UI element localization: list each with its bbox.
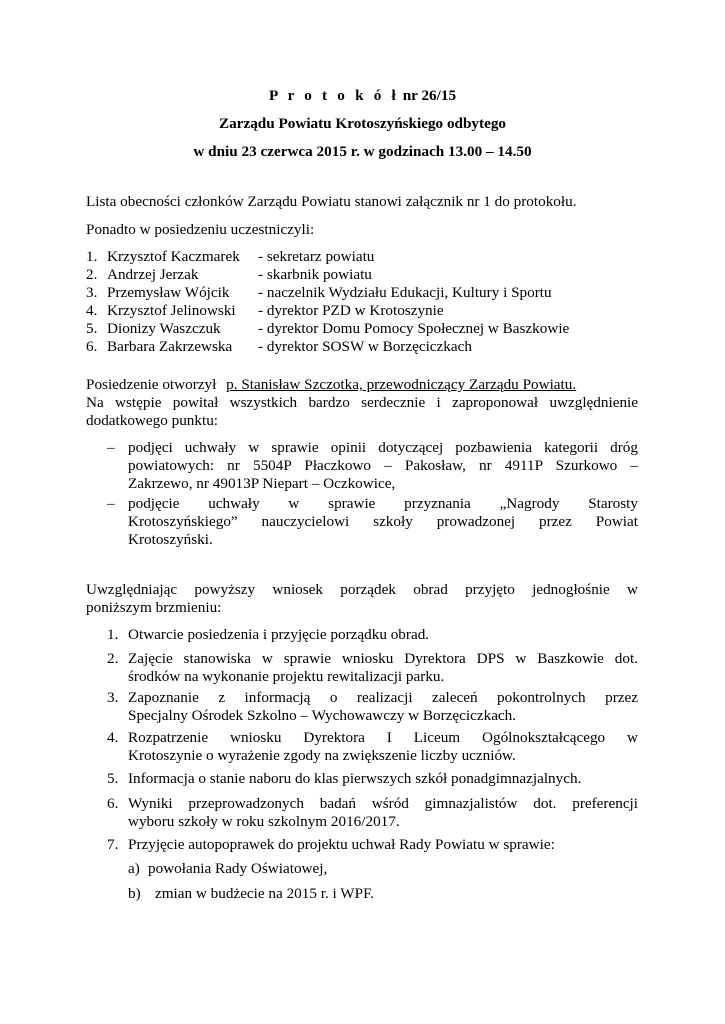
point-line: Krotoszyńskiego” nauczycielowi szkoły prowadzonej przez Powiat — [128, 513, 638, 530]
participant-num: 2. — [86, 266, 98, 283]
participant-role: - dyrektor SOSW w Borzęciczkach — [258, 338, 472, 355]
agenda-item: Przyjęcie autopoprawek do projektu uchwał Rady Powiatu w sprawie: — [128, 836, 555, 853]
point-line: powiatowych: nr 5504P Płaczkowo – Pakosław, nr 4911P Szurkowo – — [128, 457, 638, 474]
opening-prefix: Posiedzenie otworzył — [86, 376, 217, 393]
participants-intro: Ponadto w posiedzeniu uczestniczyli: — [86, 221, 315, 238]
subpoint-label: a) — [128, 860, 140, 877]
attendance-note: Lista obecności członków Zarządu Powiatu stanowi załącznik nr 1 do protokołu. — [86, 193, 577, 210]
participant-name: Przemysław Wójcik — [107, 284, 230, 301]
participant-num: 4. — [86, 302, 98, 319]
point-line: podjęcie uchwały w sprawie przyznania „Nagrody Starosty — [128, 495, 638, 512]
agenda-item: Wyniki przeprowadzonych badań wśród gimnazjalistów dot. preferencji — [128, 795, 638, 812]
subpoint-text: zmian w budżecie na 2015 r. i WPF. — [155, 885, 375, 902]
agenda-intro-line-1: Uwzględniając powyższy wniosek porządek obrad przyjęto jednogłośnie w — [86, 581, 638, 598]
participant-num: 5. — [86, 320, 98, 337]
opening-line-3: dodatkowego punktu: — [86, 412, 219, 429]
participant-role: - dyrektor Domu Pomocy Społecznej w Baszkowie — [258, 320, 570, 337]
agenda-num: 7. — [107, 836, 119, 853]
participant-num: 6. — [86, 338, 98, 355]
participant-name: Dionizy Waszczuk — [107, 320, 221, 337]
participant-role: - naczelnik Wydziału Edukacji, Kultury i Sportu — [258, 284, 552, 301]
agenda-item: Informacja o stanie naboru do klas pierwszych szkół ponadgimnazjalnych. — [128, 770, 582, 787]
agenda-item: Zapoznanie z informacją o realizacji zaleceń pokontrolnych przez — [128, 689, 638, 706]
subpoint-label: b) — [128, 885, 141, 902]
agenda-num: 6. — [107, 795, 119, 812]
point-line: Zakrzewo, nr 49013P Niepart – Oczkowice, — [128, 475, 396, 492]
opening-line-2: Na wstępie powitał wszystkich bardzo serdecznie i zaproponował uwzględnienie — [86, 394, 638, 411]
point-line: Krotoszyński. — [128, 531, 213, 548]
participant-name: Barbara Zakrzewska — [107, 338, 233, 355]
dash-bullet: – — [107, 495, 115, 512]
participant-role: - sekretarz powiatu — [258, 248, 375, 265]
agenda-item: Otwarcie posiedzenia i przyjęcie porządku obrad. — [128, 626, 430, 643]
participant-role: - skarbnik powiatu — [258, 266, 372, 283]
agenda-num: 4. — [107, 729, 119, 746]
participant-num: 3. — [86, 284, 98, 301]
title-spaced: P r o t o k ó ł — [268, 87, 399, 104]
agenda-num: 1. — [107, 626, 119, 643]
chair-name: p. Stanisław Szczotka, przewodniczący Zarządu Powiatu. — [226, 376, 577, 393]
opening-line-1 — [86, 375, 638, 394]
agenda-num: 3. — [107, 689, 119, 706]
title-number: nr 26/15 — [402, 87, 457, 104]
agenda-num: 2. — [107, 650, 119, 667]
participant-name: Krzysztof Jelinowski — [107, 302, 236, 319]
agenda-item-cont: wyboru szkoły w roku szkolnym 2016/2017. — [128, 813, 400, 830]
agenda-item: Rozpatrzenie wniosku Dyrektora I Liceum Ogólnokształcącego w — [128, 729, 638, 746]
agenda-item-cont: Specjalny Ośrodek Szkolno – Wychowawczy w Borzęciczkach. — [128, 707, 517, 724]
title-line-3: w dniu 23 czerwca 2015 r. w godzinach 13.00 – 14.50 — [193, 143, 532, 160]
agenda-item-cont: Krotoszynie o wyrażenie zgody na zwiększenie liczby uczniów. — [128, 747, 516, 764]
agenda-item-cont: środków na wykonanie projektu rewitalizacji parku. — [128, 668, 445, 685]
title-line-2: Zarządu Powiatu Krotoszyńskiego odbytego — [218, 115, 507, 132]
subpoint-text: powołania Rady Oświatowej, — [148, 860, 328, 877]
participant-role: - dyrektor PZD w Krotoszynie — [258, 302, 444, 319]
participant-num: 1. — [86, 248, 98, 265]
protocol-title — [0, 86, 725, 105]
point-line: podjęci uchwały w sprawie opinii dotyczącej pozbawienia kategorii dróg — [128, 439, 638, 456]
participant-name: Krzysztof Kaczmarek — [107, 248, 240, 265]
agenda-num: 5. — [107, 770, 119, 787]
agenda-item: Zajęcie stanowiska w sprawie wniosku Dyrektora DPS w Baszkowie dot. — [128, 650, 638, 667]
agenda-intro-line-2: poniższym brzmieniu: — [86, 599, 222, 616]
dash-bullet: – — [107, 439, 115, 456]
participant-name: Andrzej Jerzak — [107, 266, 199, 283]
